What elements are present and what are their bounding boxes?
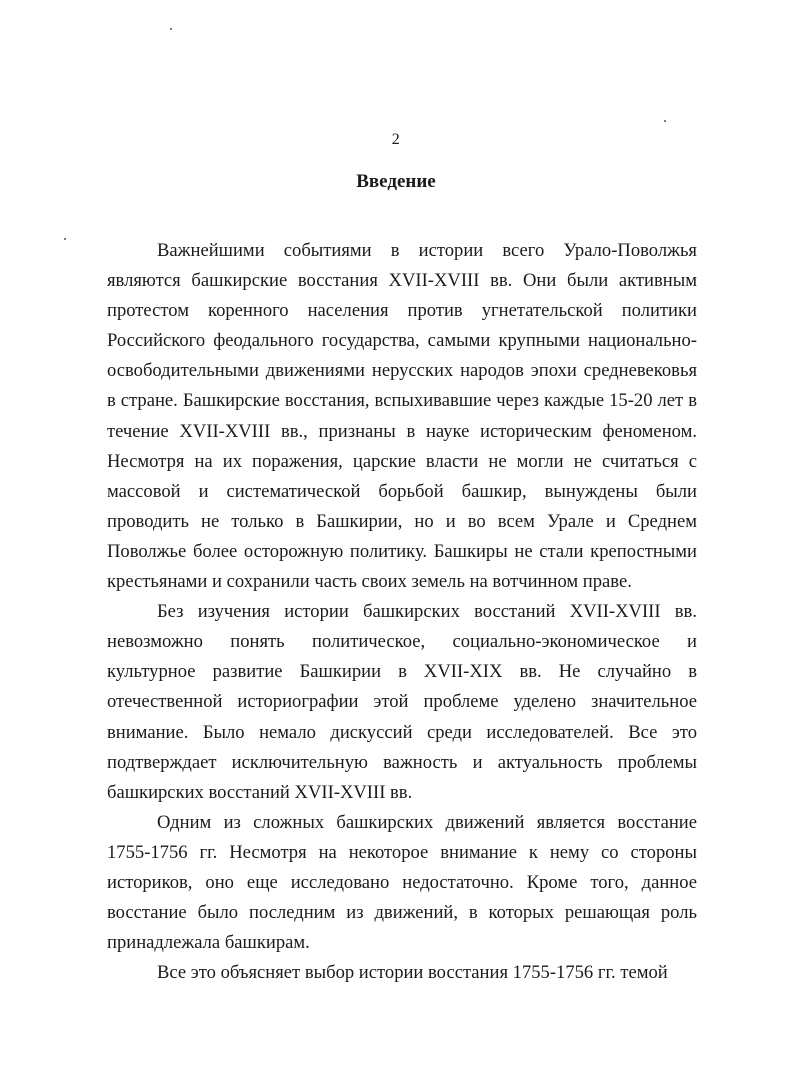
page-number: 2 [391, 131, 401, 148]
scan-speck [664, 120, 666, 122]
scan-speck [64, 238, 66, 240]
paragraph: Без изучения истории башкирских восстаний XVII-XVIII вв. невозможно понять политическое, социально-экономическое и культурное развитие Башкирии в XVII-XIX вв. Не случайно в отечественной историографии этой проблеме уделено значительное внимание. Было немало дискуссий среди исследователей. Все это подтверждает исключительную важность и актуальность проблемы башкирских восстаний XVII-XVIII вв. [107, 601, 697, 803]
paragraph: Все это объясняет выбор истории восстания 1755-1756 гг. темой [157, 962, 668, 984]
paragraph: Важнейшими событиями в истории всего Урало-Поволжья являются башкирские восстания XVII-XVIII вв. Они были активным протестом коренного населения против угнетательской политики Российского феодального государства, самыми крупными национально-освободительными движениями нерусских народов эпохи средневековья в стране. Башкирские восстания, вспыхивавшие через каждые 15-20 лет в течение XVII-XVIII вв., признаны в науке историческим феноменом. Несмотря на их поражения, царские власти не могли не считаться с массовой и систематической борьбой башкир, вынуждены были проводить не только в Башкирии, но и во всем Урале и Среднем Поволжье более осторожную политику. Башкиры не стали крепостными крестьянами и сохранили часть своих земель на вотчинном праве. [107, 240, 697, 593]
document-body [107, 236, 697, 988]
scan-speck [170, 28, 172, 30]
paragraph: Одним из сложных башкирских движений является восстание 1755-1756 гг. Несмотря на некоторое внимание к нему со стороны историков, оно еще исследовано недостаточно. Кроме того, данное восстание было последним из движений, в которых решающая роль принадлежала башкирам. [107, 811, 697, 954]
page-title: Введение [356, 171, 436, 192]
